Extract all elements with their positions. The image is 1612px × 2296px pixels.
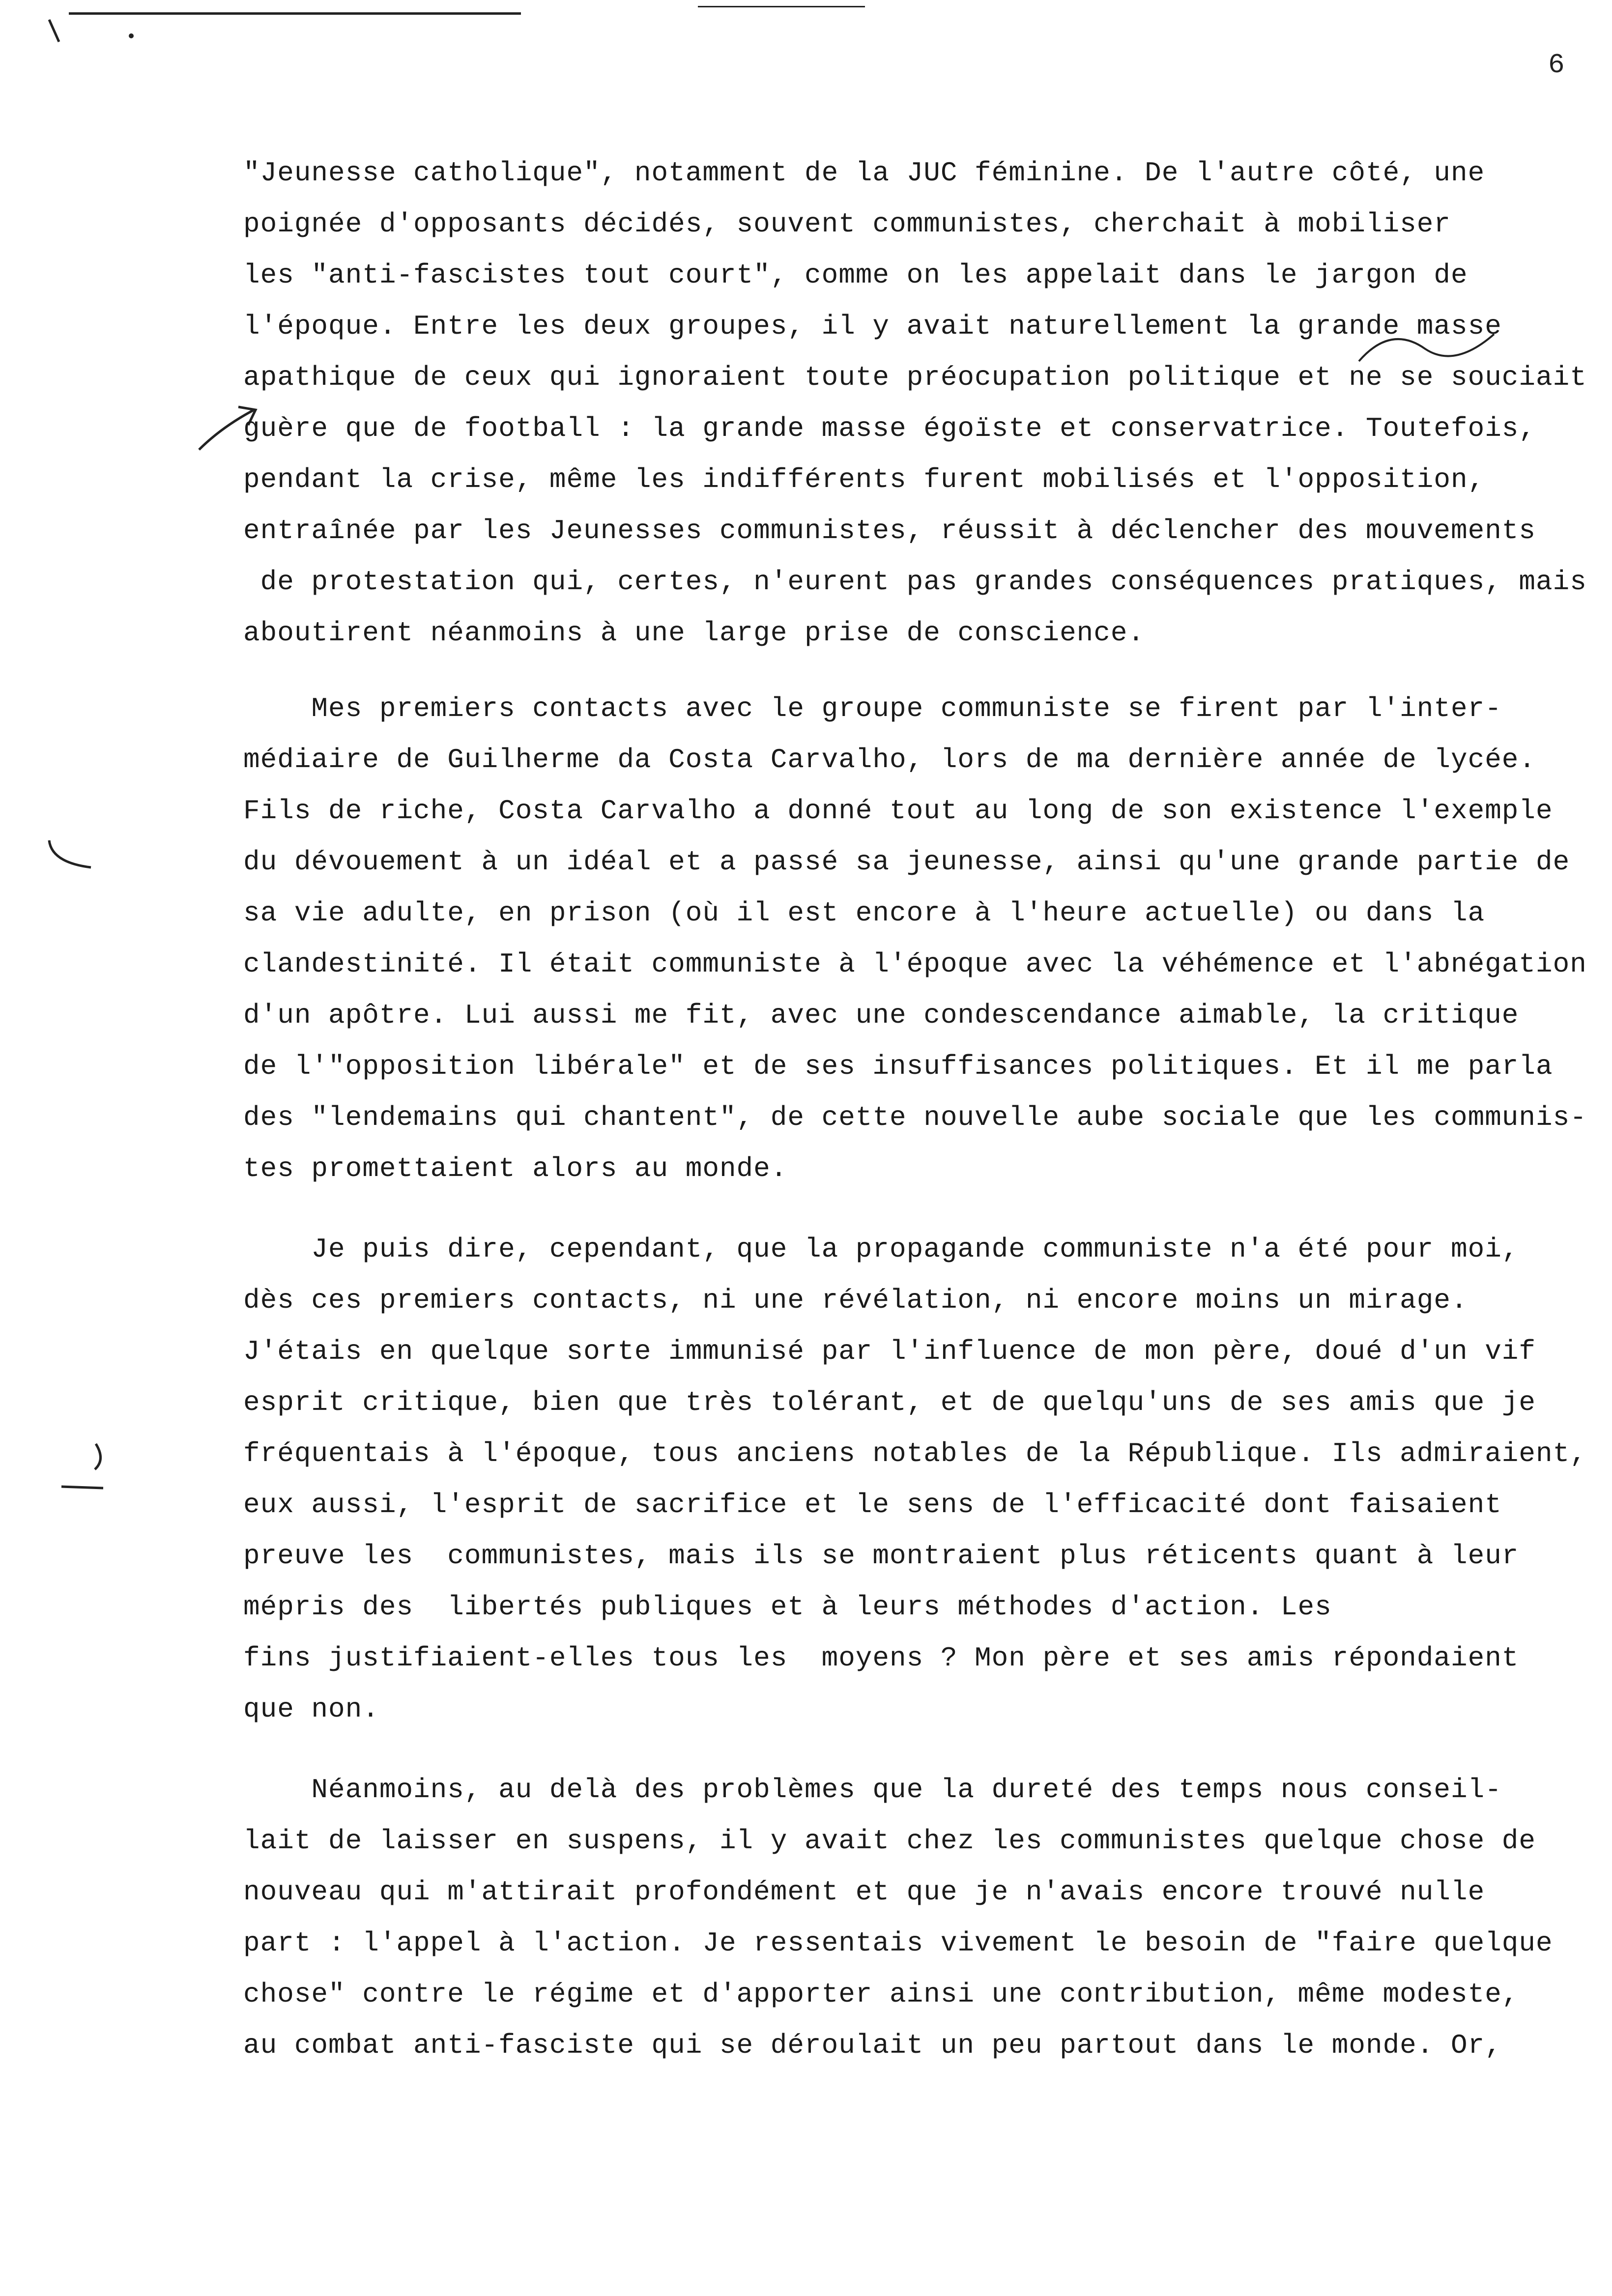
text-line: clandestinité. Il était communiste à l'époque avec la véhémence et l'abnégation — [243, 948, 1587, 980]
text-line: Fils de riche, Costa Carvalho a donné tout au long de son existence l'exemple — [243, 795, 1553, 827]
text-line: fins justifiaient-elles tous les moyens ? Mon père et ses amis répondaient — [243, 1642, 1519, 1674]
text-line: dès ces premiers contacts, ni une révélation, ni encore moins un mirage. — [243, 1285, 1468, 1316]
text-line: mépris des libertés publiques et à leurs méthodes d'action. Les — [243, 1591, 1332, 1623]
text-line: Je puis dire, cependant, que la propagande communiste n'a été pour moi, — [243, 1234, 1519, 1265]
text-line: nouveau qui m'attirait profondément et que je n'avais encore trouvé nulle — [243, 1876, 1485, 1908]
text-line: sa vie adulte, en prison (où il est encore à l'heure actuelle) ou dans la — [243, 897, 1485, 929]
text-line: l'époque. Entre les deux groupes, il y avait naturellement la grande masse — [243, 311, 1502, 342]
text-line: eux aussi, l'esprit de sacrifice et le sens de l'efficacité dont faisaient — [243, 1489, 1502, 1521]
text-line: aboutirent néanmoins à une large prise de conscience. — [243, 617, 1145, 649]
paragraph — [243, 147, 1612, 659]
text-line: au combat anti-fasciste qui se déroulait un peu partout dans le monde. Or, — [243, 2030, 1502, 2061]
margin-bracket-mark — [42, 835, 96, 880]
margin-dot — [129, 33, 134, 38]
text-line: d'un apôtre. Lui aussi me fit, avec une condescendance aimable, la critique — [243, 1000, 1519, 1031]
text-line: fréquentais à l'époque, tous anciens notables de la République. Ils admiraient, — [243, 1438, 1587, 1469]
text-line: J'étais en quelque sorte immunisé par l'influence de mon père, doué d'un vif — [243, 1336, 1536, 1367]
text-line: entraînée par les Jeunesses communistes, réussit à déclencher des mouvements — [243, 515, 1536, 546]
paragraph — [243, 1764, 1612, 2071]
text-line: "Jeunesse catholique", notamment de la JUC féminine. De l'autre côté, une — [243, 157, 1485, 189]
text-line: de protestation qui, certes, n'eurent pas grandes conséquences pratiques, mais — [243, 566, 1587, 598]
text-line: Mes premiers contacts avec le groupe communiste se firent par l'inter- — [243, 693, 1502, 724]
text-line: que non. — [243, 1693, 379, 1725]
paragraph — [243, 683, 1612, 1194]
text-line: preuve les communistes, mais ils se montraient plus réticents quant à leur — [243, 1540, 1519, 1572]
text-line: du dévouement à un idéal et a passé sa jeunesse, ainsi qu'une grande partie de — [243, 846, 1570, 878]
text-line: esprit critique, bien que très tolérant, et de quelqu'uns de ses amis que je — [243, 1387, 1536, 1418]
margin-bracket-mark — [57, 1440, 111, 1494]
text-line: apathique de ceux qui ignoraient toute préocupation politique et ne se souciait — [243, 362, 1587, 393]
top-rule — [698, 6, 865, 7]
text-line: chose" contre le régime et d'apporter ainsi une contribution, même modeste, — [243, 1979, 1519, 2010]
text-line: tes promettaient alors au monde. — [243, 1153, 788, 1184]
text-line: de l'"opposition libérale" et de ses insuffisances politiques. Et il me parla — [243, 1051, 1553, 1082]
text-line: les "anti-fascistes tout court", comme on les appelait dans le jargon de — [243, 259, 1468, 291]
text-line: pendant la crise, même les indifférents furent mobilisés et l'opposition, — [243, 464, 1485, 495]
text-line: part : l'appel à l'action. Je ressentais vivement le besoin de "faire quelque — [243, 1927, 1553, 1959]
top-rule — [69, 12, 521, 15]
text-line: des "lendemains qui chantent", de cette nouvelle aube sociale que les communis- — [243, 1102, 1587, 1133]
paragraph — [243, 1224, 1612, 1735]
text-line: poignée d'opposants décidés, souvent communistes, cherchait à mobiliser — [243, 208, 1451, 240]
text-line: médiaire de Guilherme da Costa Carvalho, lors de ma dernière année de lycée. — [243, 744, 1536, 775]
text-line: Néanmoins, au delà des problèmes que la dureté des temps nous conseil- — [243, 1774, 1502, 1806]
margin-tick-mark — [47, 17, 66, 47]
text-line: guère que de football : la grande masse égoïste et conservatrice. Toutefois, — [243, 413, 1536, 444]
page-number: 6 — [1548, 49, 1565, 81]
text-line: lait de laisser en suspens, il y avait chez les communistes quelque chose de — [243, 1825, 1536, 1857]
